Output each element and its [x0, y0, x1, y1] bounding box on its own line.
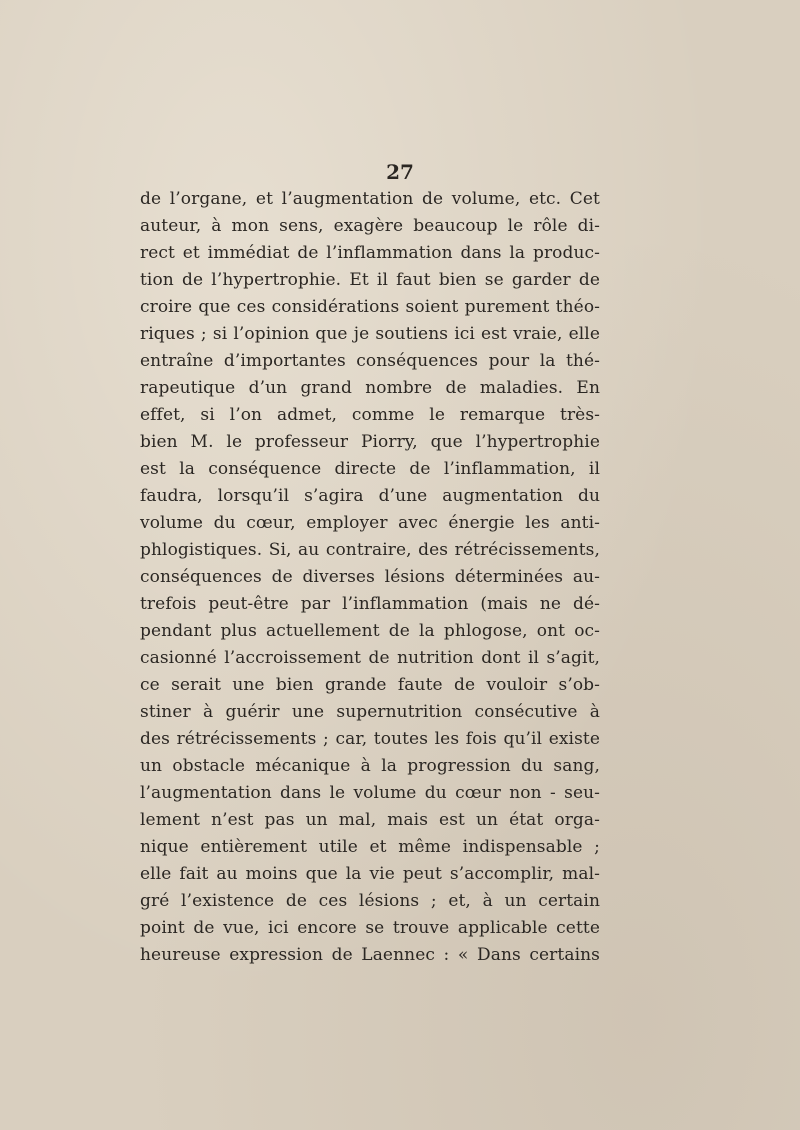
text-line: riques ; si l’opinion que je soutiens ici est vraie, elle	[140, 324, 600, 344]
text-line: auteur, à mon sens, exagère beaucoup le rôle di-	[140, 216, 600, 236]
text-line: gré l’existence de ces lésions ; et, à un certain	[140, 891, 600, 911]
text-line: nique entièrement utile et même indispensable ;	[140, 837, 600, 857]
text-line: bien M. le professeur Piorry, que l’hypertrophie	[140, 432, 600, 452]
text-line: entraîne d’importantes conséquences pour la thé-	[140, 351, 600, 371]
page-number: 27	[386, 160, 414, 184]
text-line: faudra, lorsqu’il s’agira d’une augmentation du	[140, 486, 600, 506]
text-line: conséquences de diverses lésions déterminées au-	[140, 567, 600, 587]
text-line: casionné l’accroissement de nutrition dont il s’agit,	[140, 648, 600, 668]
text-line: stiner à guérir une supernutrition consécutive à	[140, 702, 600, 722]
text-line: croire que ces considérations soient purement théo-	[140, 297, 600, 317]
text-line: est la conséquence directe de l’inflammation, il	[140, 459, 600, 479]
text-line: des rétrécissements ; car, toutes les fois qu’il existe	[140, 729, 600, 749]
text-line: heureuse expression de Laennec : « Dans certains	[140, 945, 600, 965]
text-line: volume du cœur, employer avec énergie les anti-	[140, 513, 600, 533]
text-line: trefois peut-être par l’inflammation (mais ne dé-	[140, 594, 600, 614]
text-line: ce serait une bien grande faute de vouloir s’ob-	[140, 675, 600, 695]
text-line: l’augmentation dans le volume du cœur non - seu-	[140, 783, 600, 803]
text-line: elle fait au moins que la vie peut s’accomplir, mal-	[140, 864, 600, 884]
text-line: lement n’est pas un mal, mais est un état orga-	[140, 810, 600, 830]
text-line: pendant plus actuellement de la phlogose, ont oc-	[140, 621, 600, 641]
text-line: un obstacle mécanique à la progression du sang,	[140, 756, 600, 776]
text-line: point de vue, ici encore se trouve applicable cette	[140, 918, 600, 938]
text-line: tion de l’hypertrophie. Et il faut bien se garder de	[140, 270, 600, 290]
text-line: rect et immédiat de l’inflammation dans la produc-	[140, 243, 600, 263]
text-line: phlogistiques. Si, au contraire, des rétrécissements,	[140, 540, 600, 560]
body-text	[140, 186, 600, 969]
text-line: effet, si l’on admet, comme le remarque très-	[140, 405, 600, 425]
text-line: de l’organe, et l’augmentation de volume, etc. Cet	[140, 189, 600, 209]
text-line: rapeutique d’un grand nombre de maladies. En	[140, 378, 600, 398]
